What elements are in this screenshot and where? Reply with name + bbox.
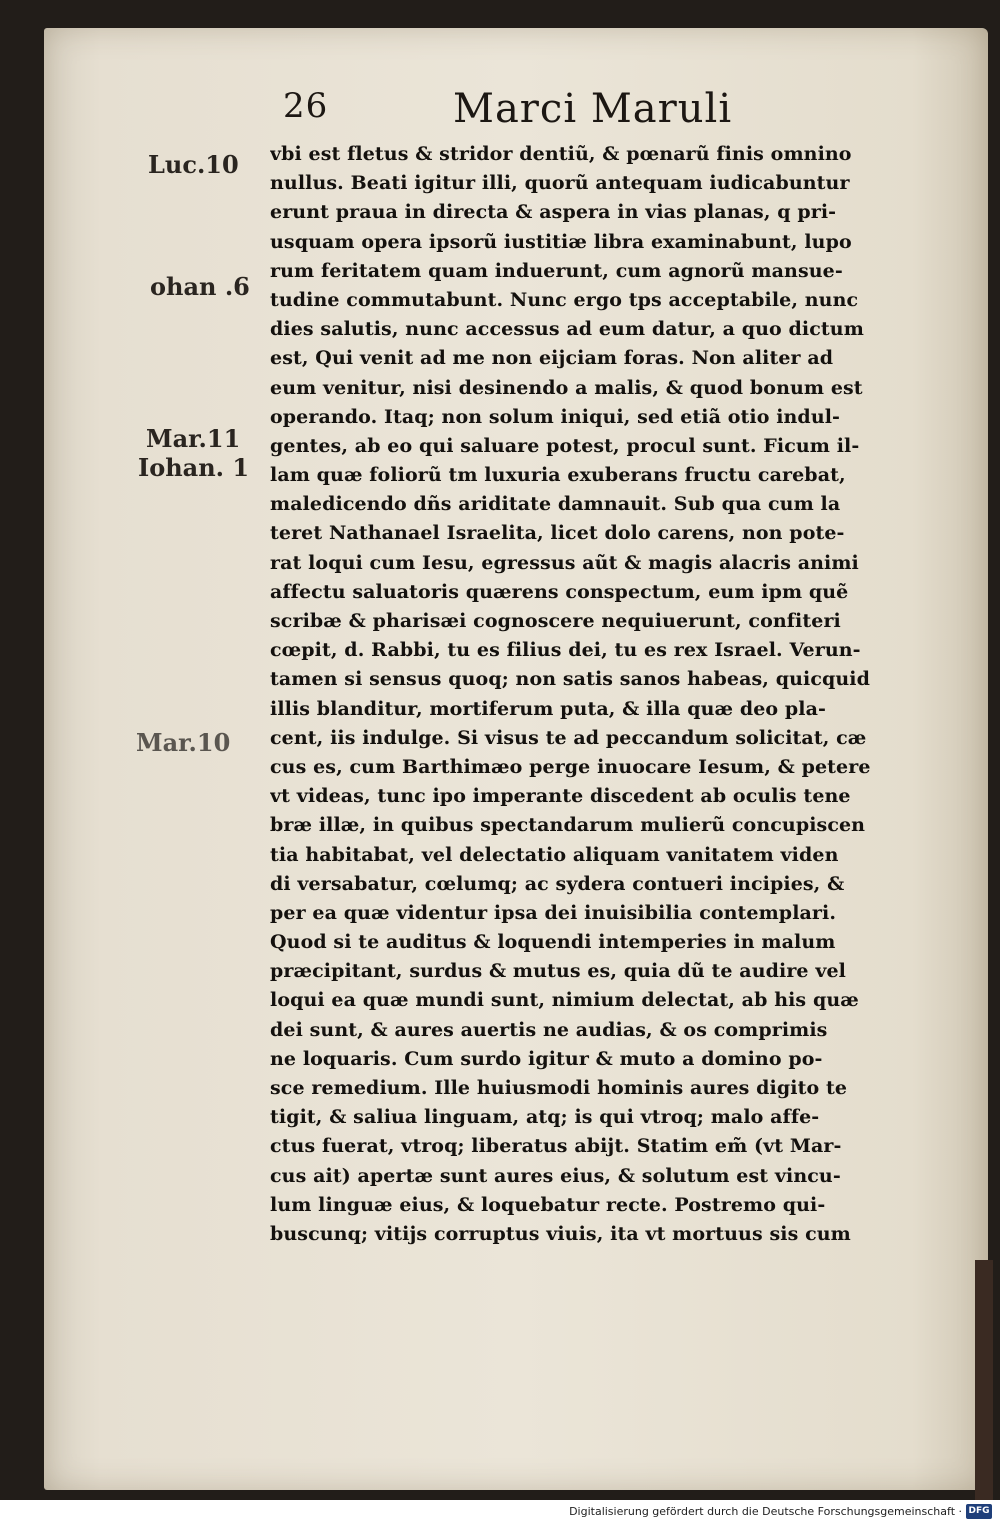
text-line: usquam opera ipsorũ iustitiæ libra examinabunt, lupo bbox=[270, 230, 852, 253]
text-line: di versabatur, cœlumq; ac sydera contueri incipies, & bbox=[270, 872, 845, 895]
text-line: operando. Itaq; non solum iniqui, sed etiã otio indul- bbox=[270, 405, 841, 428]
text-line: Quod si te auditus & loquendi intemperies in malum bbox=[270, 931, 836, 954]
margin-note: ohan .6 bbox=[150, 272, 250, 301]
margin-note: Mar.10 bbox=[136, 728, 231, 757]
text-line: buscunq; vitijs corruptus viuis, ita vt mortuus sis cum bbox=[270, 1222, 851, 1245]
text-line: gentes, ab eo qui saluare potest, procul sunt. Ficum il- bbox=[270, 434, 860, 457]
text-line: lam quæ foliorũ tm luxuria exuberans fructu carebat, bbox=[270, 464, 846, 487]
text-line: vbi est fletus & stridor dentiũ, & pœnarũ finis omnino bbox=[270, 143, 852, 165]
text-line: est, Qui venit ad me non eijciam foras. Non aliter ad bbox=[270, 347, 834, 370]
text-line: tudine commutabunt. Nunc ergo tps acceptabile, nunc bbox=[270, 288, 859, 311]
text-line: tamen si sensus quoq; non satis sanos habeas, quicquid bbox=[270, 668, 871, 691]
margin-note: Mar.11 bbox=[146, 424, 241, 453]
text-line: præcipitant, surdus & mutus es, quia dũ te audire vel bbox=[270, 960, 846, 983]
page-header bbox=[283, 86, 923, 134]
text-line: rat loqui cum Iesu, egressus aũt & magis alacris animi bbox=[270, 551, 859, 574]
text-line: tia habitabat, vel delectatio aliquam vanitatem viden bbox=[270, 843, 839, 866]
text-line: nullus. Beati igitur illi, quorũ antequam iudicabuntur bbox=[270, 172, 850, 195]
text-line: illis blanditur, mortiferum puta, & illa quæ deo pla- bbox=[270, 697, 827, 720]
text-line: lum linguæ eius, & loquebatur recte. Postremo qui- bbox=[270, 1193, 826, 1216]
page-number: 26 bbox=[283, 86, 329, 126]
text-line: cœpit, d. Rabbi, tu es filius dei, tu es rex Israel. Verun- bbox=[270, 639, 861, 662]
text-line: ne loquaris. Cum surdo igitur & muto a domino po- bbox=[270, 1047, 823, 1070]
text-line: ctus fuerat, vtroq; liberatus abijt. Statim em̃ (vt Mar- bbox=[270, 1135, 842, 1158]
dfg-credit: Digitalisierung gefördert durch die Deutsche Forschungsgemeinschaft · bbox=[569, 1505, 962, 1518]
dfg-logo: DFG bbox=[966, 1504, 992, 1519]
text-line: eum venitur, nisi desinendo a malis, & quod bonum est bbox=[270, 376, 863, 399]
text-line: affectu saluatoris quærens conspectum, eum ipm quẽ bbox=[270, 580, 849, 603]
text-line: teret Nathanael Israelita, licet dolo carens, non pote- bbox=[270, 522, 845, 545]
text-line: loqui ea quæ mundi sunt, nimium delectat, ab his quæ bbox=[270, 989, 859, 1012]
text-line: per ea quæ videntur ipsa dei inuisibilia contemplari. bbox=[270, 901, 837, 924]
text-line: vt videas, tunc ipo imperante discedent ab oculis tene bbox=[270, 785, 851, 808]
text-line: tigit, & saliua linguam, atq; is qui vtroq; malo affe- bbox=[270, 1106, 820, 1129]
text-line: erunt praua in directa & aspera in vias planas, q pri- bbox=[270, 201, 837, 224]
margin-note: Iohan. 1 bbox=[138, 453, 250, 482]
text-line: maledicendo dñs ariditate damnauit. Sub qua cum la bbox=[270, 493, 841, 516]
text-line: rum feritatem quam induerunt, cum agnorũ mansue- bbox=[270, 259, 843, 282]
margin-note: Luc.10 bbox=[148, 150, 239, 179]
running-title: Marci Maruli bbox=[453, 86, 733, 132]
text-line: dies salutis, nunc accessus ad eum datur, a quo dictum bbox=[270, 318, 864, 341]
text-line: scribæ & pharisæi cognoscere nequiuerunt, confiteri bbox=[270, 610, 841, 632]
text-line: cent, iis indulge. Si visus te ad peccandum solicitat, cæ bbox=[270, 726, 867, 749]
text-line: bræ illæ, in quibus spectandarum mulierũ concupiscen bbox=[270, 814, 866, 837]
text-line: dei sunt, & aures auertis ne audias, & os comprimis bbox=[270, 1018, 828, 1041]
body-text bbox=[270, 140, 910, 1249]
text-line: sce remedium. Ille huiusmodi hominis aures digito te bbox=[270, 1077, 848, 1099]
text-line: cus es, cum Barthimæo perge inuocare Iesum, & petere bbox=[270, 755, 871, 778]
footer-bar bbox=[0, 1500, 1000, 1524]
text-line: cus ait) apertæ sunt aures eius, & solutum est vincu- bbox=[270, 1164, 841, 1187]
page-edge bbox=[975, 1260, 993, 1500]
